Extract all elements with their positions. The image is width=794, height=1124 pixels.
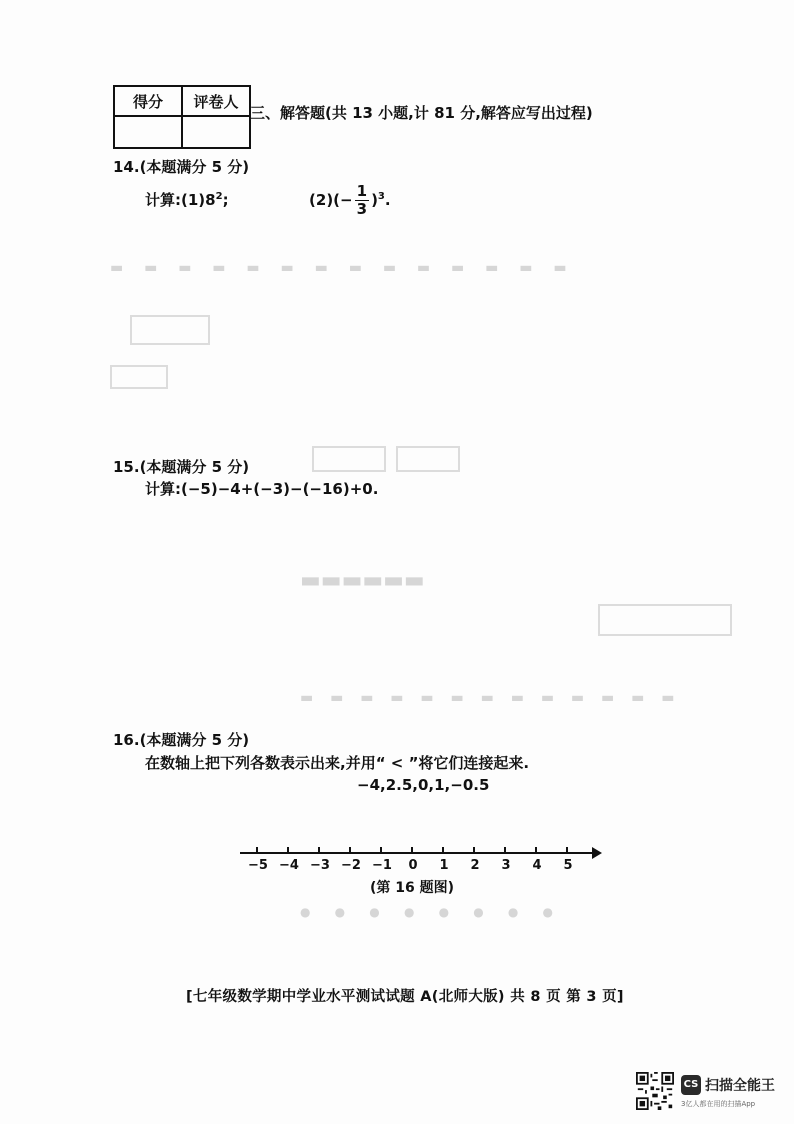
q14-problem [145,182,391,217]
bleed-through-lines: ▬ ▬ ▬ ▬ ▬ ▬ ▬ ▬ ▬ ▬ ▬ ▬ ▬ ▬ [110,260,575,276]
number-line-tick [504,847,506,853]
number-line-tick [256,847,258,853]
number-line-tick [411,847,413,853]
q14-heading: 14.(本题满分 5 分) [113,158,250,176]
number-line-label: 4 [532,858,542,873]
q14-end: . [384,191,391,209]
q16-number-list: −4,2.5,0,1,−0.5 [357,776,490,794]
q14-part2-prefix: (2)( [309,191,341,209]
scanner-badge [636,1072,786,1112]
section-title: 三、解答题(共 13 小题,计 81 分,解答应写出过程) [250,104,593,122]
number-line-tick [380,847,382,853]
q14-fraction [355,184,369,217]
figure-caption: (第 16 题图) [370,880,455,896]
q14-frac-num: 1 [356,182,368,200]
page-footer: [七年级数学期中学业水平测试试题 A(北师大版) 共 8 页 第 3 页] [186,989,624,1005]
bleed-through-grid [130,315,210,345]
number-line-label: 1 [439,858,449,873]
q14-exp2: 3 [377,191,385,202]
grader-cell[interactable] [182,116,250,148]
number-line-axis [240,852,596,854]
number-line-label: 3 [501,858,511,873]
q14-frac-den: 3 [356,200,368,218]
score-label: 得分 [114,86,182,116]
scanner-tagline: 3亿人都在用的扫描App [681,1100,756,1108]
number-line-tick [442,847,444,853]
q14-part2-close: ) [371,191,378,209]
scanner-app-name: 扫描全能王 [705,1078,775,1094]
q15-heading: 15.(本题满分 5 分) [113,458,250,476]
number-line-label: 0 [408,858,418,873]
number-line [240,838,610,878]
number-line-label: 5 [563,858,573,873]
q14-prompt: 计算:(1)8 [145,191,216,209]
grader-label: 评卷人 [182,86,250,116]
q14-exp1: 2 [215,191,223,202]
q16-instruction: 在数轴上把下列各数表示出来,并用“ < ”将它们连接起来. [145,754,530,772]
number-line-tick [535,847,537,853]
bleed-through-dots: ● ● ● ● ● ● ● ● [300,905,564,919]
number-line-label: −3 [310,858,330,873]
number-line-label: 2 [470,858,480,873]
q15-expression: 计算:(−5)−4+(−3)−(−16)+0. [145,480,379,498]
qr-code-icon [636,1072,674,1110]
number-line-tick [349,847,351,853]
number-line-tick [318,847,320,853]
bleed-through-flowbox [312,446,386,472]
number-line-tick [287,847,289,853]
score-table [113,85,251,149]
number-line-label: −4 [279,858,299,873]
bleed-through-box [598,604,732,636]
bleed-through-grid-2 [110,365,168,389]
number-line-label: −2 [341,858,361,873]
bleed-through-heading: ▬▬▬▬▬▬ [300,568,425,593]
number-line-label: −1 [372,858,392,873]
score-cell[interactable] [114,116,182,148]
number-line-label: −5 [248,858,268,873]
q14-sep: ; [222,191,229,209]
bleed-through-flowbox-2 [396,446,460,472]
bleed-through-lines-2: ▬ ▬ ▬ ▬ ▬ ▬ ▬ ▬ ▬ ▬ ▬ ▬ ▬ [300,690,681,706]
number-line-tick [473,847,475,853]
number-line-tick [566,847,568,853]
q14-minus: − [340,191,353,209]
cs-logo-icon: CS [681,1075,701,1095]
q16-heading: 16.(本题满分 5 分) [113,731,250,749]
number-line-arrow-icon [592,847,602,859]
